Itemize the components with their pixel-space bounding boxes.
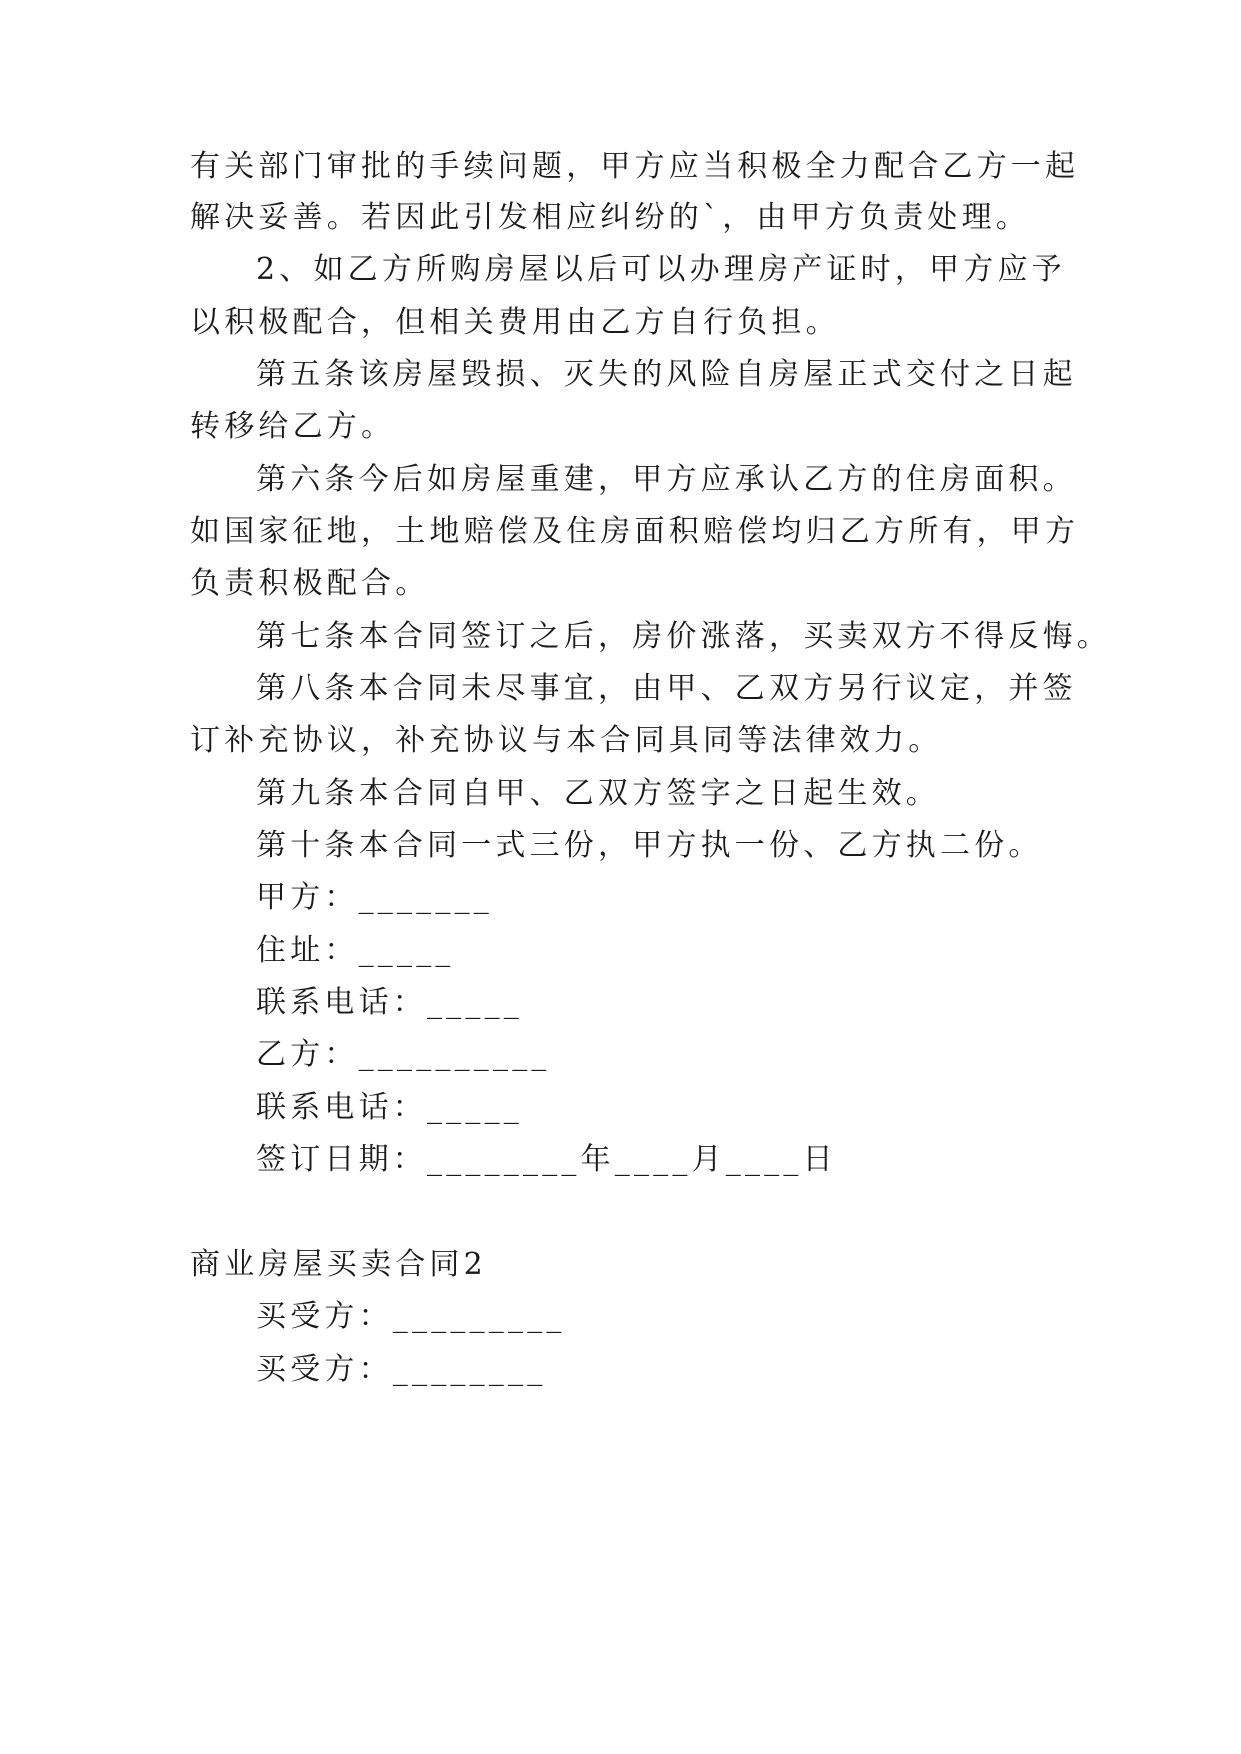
paragraph-line: 解决妥善。若因此引发相应纠纷的`，由甲方负责处理。 xyxy=(190,200,1030,235)
clause-8: 第八条本合同未尽事宜，由甲、乙双方另行议定，并签 xyxy=(256,671,1077,706)
buyer-field: 买受方：________ xyxy=(256,1352,547,1387)
party-a-field: 甲方：_______ xyxy=(256,880,493,915)
paragraph-line: 以积极配合，但相关费用由乙方自行负担。 xyxy=(190,305,840,340)
paragraph-line: 订补充协议，补充协议与本合同具同等法律效力。 xyxy=(190,723,943,758)
phone-field: 联系电话：_____ xyxy=(256,985,523,1020)
clause-10: 第十条本合同一式三份，甲方执一份、乙方执二份。 xyxy=(256,828,1043,863)
clause-5: 第五条该房屋毁损、灭失的风险自房屋正式交付之日起 xyxy=(256,357,1077,392)
paragraph-line: 有关部门审批的手续问题，甲方应当积极全力配合乙方一起 xyxy=(190,149,1080,184)
party-b-field: 乙方：__________ xyxy=(256,1037,551,1072)
buyer-field: 买受方：_________ xyxy=(256,1299,566,1334)
phone-field: 联系电话：_____ xyxy=(256,1090,523,1125)
paragraph-line: 转移给乙方。 xyxy=(190,409,396,444)
clause-9: 第九条本合同自甲、乙双方签字之日起生效。 xyxy=(256,776,940,811)
paragraph-line: 2、如乙方所购房屋以后可以办理房产证时，甲方应予 xyxy=(256,252,1066,287)
clause-6: 第六条今后如房屋重建，甲方应承认乙方的住房面积。 xyxy=(256,462,1077,497)
sign-date-field: 签订日期：________年____月____日 xyxy=(256,1142,837,1177)
paragraph-line: 如国家征地，土地赔偿及住房面积赔偿均归乙方所有，甲方 xyxy=(190,514,1080,549)
paragraph-line: 负责积极配合。 xyxy=(190,566,430,601)
clause-7: 第七条本合同签订之后，房价涨落，买卖双方不得反悔。 xyxy=(256,619,1111,654)
section-title: 商业房屋买卖合同2 xyxy=(190,1247,487,1282)
address-field: 住址：_____ xyxy=(256,933,455,968)
